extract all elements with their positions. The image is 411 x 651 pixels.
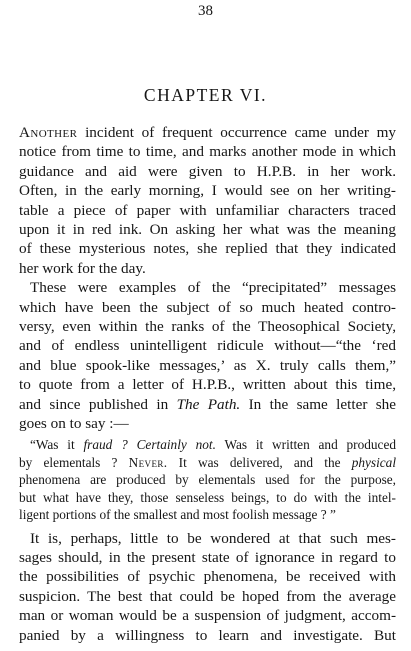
text-line: and of endless unintelligent ridicule without—“the ‘red xyxy=(19,337,396,355)
text-run: by elementals ? xyxy=(19,454,129,470)
text-line: table a piece of paper with unfamiliar characters traced xyxy=(19,201,396,219)
text-line: to quote from a letter of H.P.B., written about this time, xyxy=(19,376,396,394)
text-line: goes on to say :— xyxy=(19,415,129,433)
text-line: Often, in the early morning, I would see on her writing- xyxy=(19,182,396,200)
quote-line: but what have they, those senseless beings, to do with the intel- xyxy=(19,489,396,505)
text-line: upon it in red ink. On asking her what was the meaning xyxy=(19,221,396,238)
page-number: 38 xyxy=(198,3,213,19)
text-line: and blue spook-like messages,’ as X. truly calls them,” xyxy=(19,356,396,374)
text-line: which have been the subject of so much heated contro- xyxy=(19,298,396,316)
quote-line: ligent portions of the smallest and most foolish message ? ” xyxy=(19,507,336,523)
text-line: guidance and aid were given to H.P.B. in her work. xyxy=(19,162,396,180)
text-line xyxy=(19,395,396,414)
text-run xyxy=(128,437,137,452)
text-line: notice from time to time, and marks another mode in which xyxy=(19,143,396,161)
text-run: and since published in xyxy=(19,395,177,413)
text-line: of these mysterious notes, she replied that they indicated xyxy=(19,240,396,258)
chapter-title: CHAPTER VI. xyxy=(143,85,268,105)
text-line: These were examples of the “precipitated” messages xyxy=(30,279,396,297)
quote-line xyxy=(30,436,396,454)
text-run: “Was it xyxy=(30,437,84,453)
text-run: incident of frequent occurrence came under my xyxy=(77,124,396,141)
text-run: In the same letter she xyxy=(240,395,397,413)
emphasis: physical xyxy=(351,454,397,470)
small-caps-word: Never. xyxy=(128,454,168,470)
emphasis: fraud ? xyxy=(83,437,128,453)
text-line: It is, perhaps, little to be wondered at that such mes- xyxy=(30,529,396,547)
text-line: versy, even within the ranks of the Theosophical Society, xyxy=(19,318,396,336)
italic-title: The Path. xyxy=(176,395,241,413)
lead-word: Another xyxy=(19,124,78,141)
quote-line xyxy=(19,454,396,472)
text-run: It was delivered, and the xyxy=(167,454,352,470)
text-line: suspicion. The best that could be hoped from the average xyxy=(19,587,396,605)
text-run: Was it written and produced xyxy=(215,437,396,453)
text-line: her work for the day. xyxy=(19,259,146,277)
text-line: the possibilities of psychic phenomena, be received with xyxy=(19,568,396,586)
text-line: man or woman would be a suspension of judgment, accom- xyxy=(19,607,396,625)
text-line xyxy=(19,123,396,142)
text-line: panied by a willingness to learn and investigate. But xyxy=(19,626,396,644)
emphasis: Certainly not. xyxy=(136,437,216,453)
text-line: sages should, in the present state of ignorance in regard to xyxy=(19,548,396,566)
quote-line: phenomena are produced by elementals used for the purpose, xyxy=(19,472,396,488)
